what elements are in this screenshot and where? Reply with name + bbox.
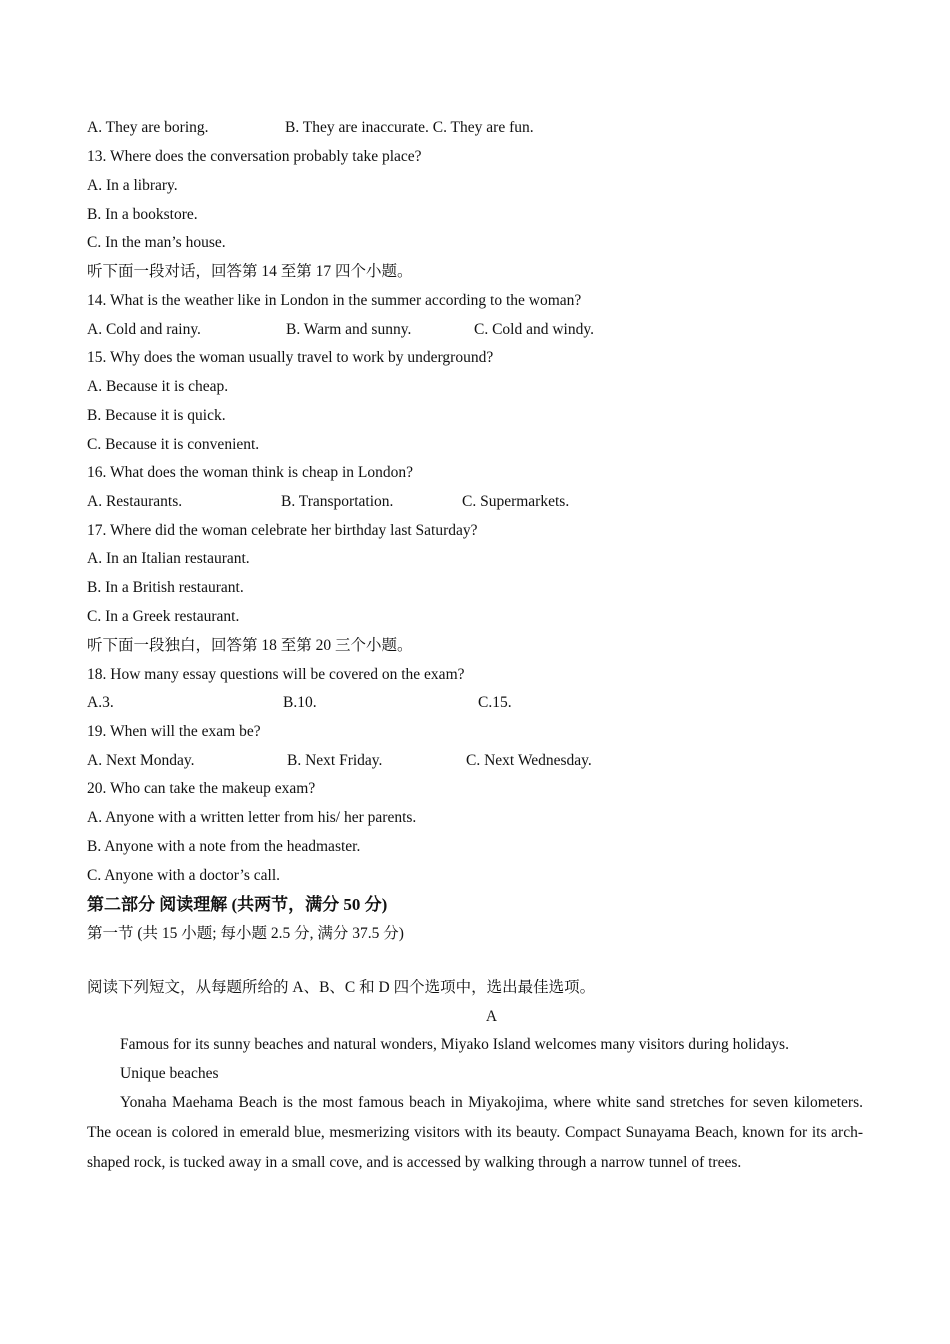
q16-option-b: B. Transportation.: [281, 493, 394, 510]
q17-option-b: B. In a British restaurant.: [87, 579, 244, 596]
q14-question: 14. What is the weather like in London in the summer according to the woman?: [87, 292, 582, 309]
q18-option-c: C.15.: [478, 694, 512, 711]
instruction-18-20: 听下面一段独白，回答第 18 至第 20 三个小题。: [87, 637, 413, 654]
reading-instruction: 阅读下列短文，从每题所给的 A、B、C 和 D 四个选项中，选出最佳选项。: [87, 979, 596, 996]
q17-option-c: C. In a Greek restaurant.: [87, 608, 240, 625]
q18-question: 18. How many essay questions will be covered on the exam?: [87, 666, 465, 683]
q15-question: 15. Why does the woman usually travel to work by underground?: [87, 349, 494, 366]
q12-option-a: A. They are boring.: [87, 119, 209, 136]
q17-question: 17. Where did the woman celebrate her birthday last Saturday?: [87, 522, 478, 539]
q15-option-a: A. Because it is cheap.: [87, 378, 229, 395]
q14-option-c: C. Cold and windy.: [474, 321, 594, 338]
q19-option-b: B. Next Friday.: [287, 752, 383, 769]
q16-question: 16. What does the woman think is cheap in London?: [87, 464, 414, 481]
q17-option-a: A. In an Italian restaurant.: [87, 550, 250, 567]
q13-option-a: A. In a library.: [87, 177, 178, 194]
q19-option-a: A. Next Monday.: [87, 752, 195, 769]
q20-option-b: B. Anyone with a note from the headmaster.: [87, 838, 361, 855]
q15-option-c: C. Because it is convenient.: [87, 436, 260, 453]
passage-label: A: [485, 1008, 498, 1025]
q19-option-c: C. Next Wednesday.: [466, 752, 592, 769]
part2-heading: 第二部分 阅读理解 (共两节，满分 50 分): [87, 895, 388, 914]
passage-paragraph: Yonaha Maehama Beach is the most famous beach in Miyakojima, where white sand stretches for seven kilometers. The ocean is colored in emerald blue, mesmerizing visitors with its beauty. Compact Sunayama Beach, known for its arch-shaped rock, is tucked away in a small cove, and is accessed by walking through a narrow tunnel of trees.: [87, 1094, 863, 1171]
passage-intro: Famous for its sunny beaches and natural wonders, Miyako Island welcomes many visitors during holidays.: [120, 1036, 789, 1053]
q13-option-c: C. In the man’s house.: [87, 234, 226, 251]
q18-option-a: A.3.: [87, 694, 114, 711]
q16-option-c: C. Supermarkets.: [462, 493, 570, 510]
q20-question: 20. Who can take the makeup exam?: [87, 780, 316, 797]
q12-option-b-c: B. They are inaccurate. C. They are fun.: [285, 119, 534, 136]
q15-option-b: B. Because it is quick.: [87, 407, 226, 424]
q13-option-b: B. In a bookstore.: [87, 206, 198, 223]
instruction-14-17: 听下面一段对话，回答第 14 至第 17 四个小题。: [87, 263, 413, 280]
q18-option-b: B.10.: [283, 694, 317, 711]
q20-option-c: C. Anyone with a doctor’s call.: [87, 867, 281, 884]
q13-question: 13. Where does the conversation probably take place?: [87, 148, 422, 165]
q16-option-a: A. Restaurants.: [87, 493, 183, 510]
q14-option-b: B. Warm and sunny.: [286, 321, 412, 338]
q20-option-a: A. Anyone with a written letter from his/ her parents.: [87, 809, 417, 826]
passage-subheading: Unique beaches: [120, 1065, 219, 1082]
q14-option-a: A. Cold and rainy.: [87, 321, 201, 338]
section1-heading: 第一节 (共 15 小题; 每小题 2.5 分, 满分 37.5 分): [87, 925, 404, 942]
q19-question: 19. When will the exam be?: [87, 723, 261, 740]
